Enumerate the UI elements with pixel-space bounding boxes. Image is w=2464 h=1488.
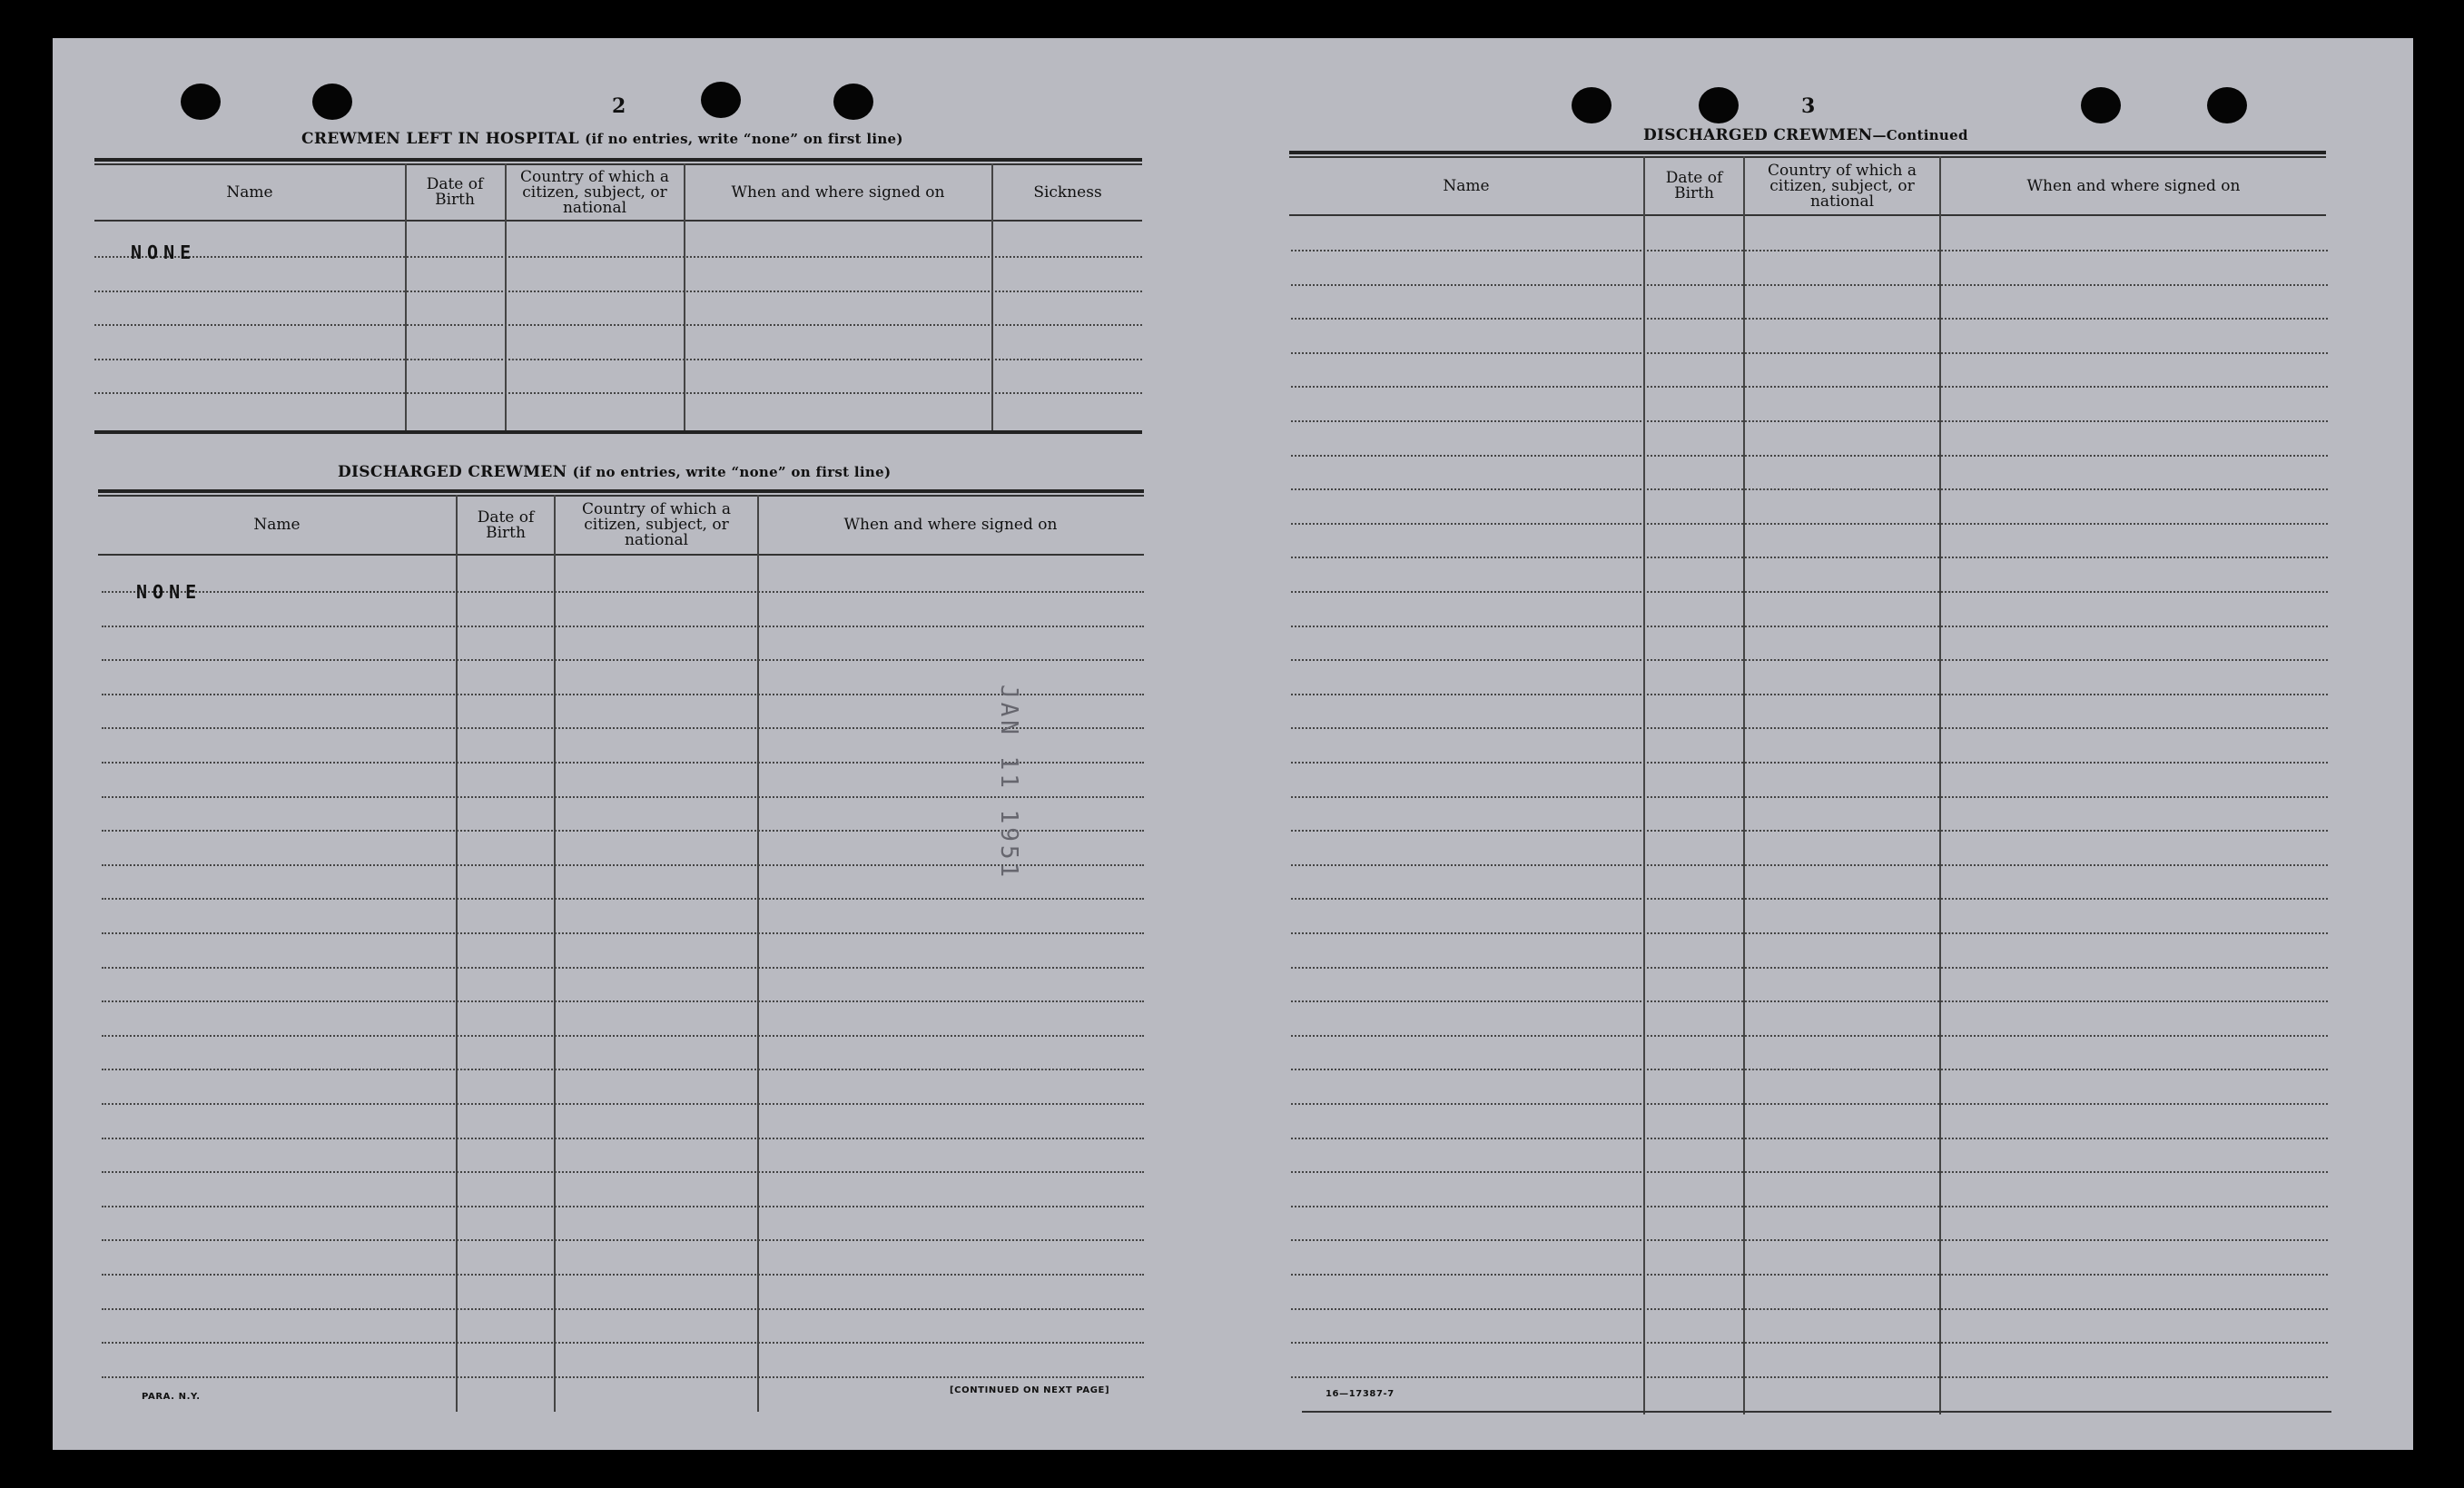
ruled-row-line: [1291, 694, 2328, 695]
ruled-row-line: [102, 864, 1144, 866]
column-header-name: Name: [1443, 176, 1490, 195]
ruled-row-line: [94, 359, 1142, 360]
ruled-row-line: [102, 694, 1144, 695]
right-section-title: DISCHARGED CREWMEN—Continued: [1643, 126, 1968, 144]
ruled-row-line: [102, 659, 1144, 661]
column-header-country: Country of which a citizen, subject, or national: [1768, 161, 1917, 211]
ruled-row-line: [1291, 284, 2328, 286]
page-number-left: 2: [612, 94, 626, 118]
ruled-row-line: [1291, 967, 2328, 969]
ruled-row-line: [102, 1171, 1144, 1173]
hospital-section-title: CREWMEN LEFT IN HOSPITAL (if no entries, write “none” on first line): [301, 130, 903, 148]
hospital-entry-none: NONE: [131, 241, 197, 263]
ruled-row-line: [1291, 1103, 2328, 1105]
column-divider: [1743, 156, 1745, 1414]
discharged-table-top-rule: [98, 489, 1144, 493]
ruled-row-line: [1291, 352, 2328, 354]
manifest-sheet: [53, 38, 2413, 1450]
ruled-row-line: [94, 324, 1142, 326]
ruled-row-line: [102, 591, 1144, 593]
column-divider: [1643, 156, 1645, 1414]
ruled-row-line: [102, 762, 1144, 764]
ruled-row-line: [1291, 420, 2328, 422]
ruled-row-line: [102, 1035, 1144, 1037]
ruled-row-line: [102, 626, 1144, 627]
ruled-row-line: [1291, 1138, 2328, 1139]
ruled-row-line: [1291, 386, 2328, 388]
ruled-row-line: [1291, 898, 2328, 900]
page-number-right: 3: [1801, 94, 1816, 118]
ruled-row-line: [102, 1103, 1144, 1105]
ruled-row-line: [94, 291, 1142, 292]
punch-hole-icon: [1699, 87, 1739, 123]
column-header-sickness: Sickness: [1033, 182, 1102, 202]
ruled-row-line: [1291, 455, 2328, 457]
ruled-row-line: [1291, 1274, 2328, 1276]
column-header-date-of-birth: Date of Birth: [426, 175, 484, 209]
ruled-row-line: [1291, 1342, 2328, 1344]
punch-hole-icon: [312, 84, 352, 120]
ruled-row-line: [1291, 727, 2328, 729]
punch-hole-icon: [1572, 87, 1611, 123]
column-divider: [1939, 156, 1941, 1414]
ruled-row-line: [1291, 523, 2328, 525]
ruled-row-line: [1291, 1035, 2328, 1037]
date-stamp: JAN 11 1951: [995, 685, 1022, 882]
ruled-row-line: [1291, 1206, 2328, 1207]
ruled-row-line: [94, 392, 1142, 394]
punch-hole-icon: [701, 82, 741, 118]
ruled-row-line: [102, 932, 1144, 934]
ruled-row-line: [1291, 626, 2328, 627]
ruled-row-line: [1291, 830, 2328, 832]
punch-hole-icon: [2081, 87, 2121, 123]
ruled-row-line: [1291, 557, 2328, 558]
ruled-row-line: [1291, 488, 2328, 490]
ruled-row-line: [1291, 762, 2328, 764]
footer-form-number: 16—17387-7: [1326, 1389, 1395, 1399]
ruled-row-line: [1291, 864, 2328, 866]
header-bottom-rule: [94, 220, 1142, 222]
discharged-section-title: DISCHARGED CREWMEN (if no entries, write “none” on first line): [338, 463, 892, 481]
ruled-row-line: [1291, 932, 2328, 934]
column-header-date-of-birth: Date of Birth: [1665, 169, 1723, 202]
column-header-country: Country of which a citizen, subject, or national: [582, 500, 731, 549]
ruled-row-line: [102, 1138, 1144, 1139]
ruled-row-line: [1291, 318, 2328, 320]
ruled-row-line: [1291, 1171, 2328, 1173]
ruled-row-line: [102, 1000, 1144, 1002]
ruled-row-line: [102, 1206, 1144, 1207]
ruled-row-line: [1291, 1308, 2328, 1310]
column-header-when-where: When and where signed on: [731, 182, 945, 202]
ruled-row-line: [102, 1342, 1144, 1344]
ruled-row-line: [1291, 1376, 2328, 1378]
ruled-row-line: [102, 1376, 1144, 1378]
footer-continued: [CONTINUED ON NEXT PAGE]: [950, 1385, 1110, 1395]
right-table-bottom-rule: [1302, 1411, 2331, 1413]
hospital-table-bottom-rule: [94, 430, 1142, 434]
ruled-row-line: [1291, 250, 2328, 251]
ruled-row-line: [1291, 591, 2328, 593]
ruled-row-line: [1291, 659, 2328, 661]
ruled-row-line: [1291, 796, 2328, 798]
column-divider: [405, 163, 407, 430]
ruled-row-line: [102, 796, 1144, 798]
hospital-table-top-rule: [94, 158, 1142, 162]
column-header-when-where: When and where signed on: [2026, 176, 2241, 195]
punch-hole-icon: [833, 84, 873, 120]
column-divider: [505, 163, 507, 430]
column-header-name: Name: [253, 516, 301, 534]
ruled-row-line: [102, 1308, 1144, 1310]
ruled-row-line: [102, 1239, 1144, 1241]
punch-hole-icon: [181, 84, 221, 120]
column-divider: [684, 163, 685, 430]
ruled-row-line: [102, 727, 1144, 729]
header-bottom-rule: [1289, 214, 2326, 216]
ruled-row-line: [94, 256, 1142, 258]
punch-hole-icon: [2207, 87, 2247, 123]
column-header-when-where: When and where signed on: [843, 516, 1058, 534]
ruled-row-line: [1291, 1069, 2328, 1070]
ruled-row-line: [102, 1274, 1144, 1276]
ruled-row-line: [1291, 1000, 2328, 1002]
column-header-name: Name: [226, 182, 273, 202]
header-bottom-rule: [98, 554, 1144, 556]
ruled-row-line: [102, 898, 1144, 900]
ruled-row-line: [102, 830, 1144, 832]
ruled-row-line: [1291, 1239, 2328, 1241]
right-table-top-rule: [1289, 151, 2326, 154]
column-header-date-of-birth: Date of Birth: [477, 507, 535, 542]
ruled-row-line: [102, 967, 1144, 969]
discharged-entry-none: NONE: [136, 581, 202, 603]
footer-printer: PARA. N.Y.: [142, 1392, 201, 1402]
column-header-country: Country of which a citizen, subject, or national: [520, 167, 669, 217]
ruled-row-line: [102, 1069, 1144, 1070]
